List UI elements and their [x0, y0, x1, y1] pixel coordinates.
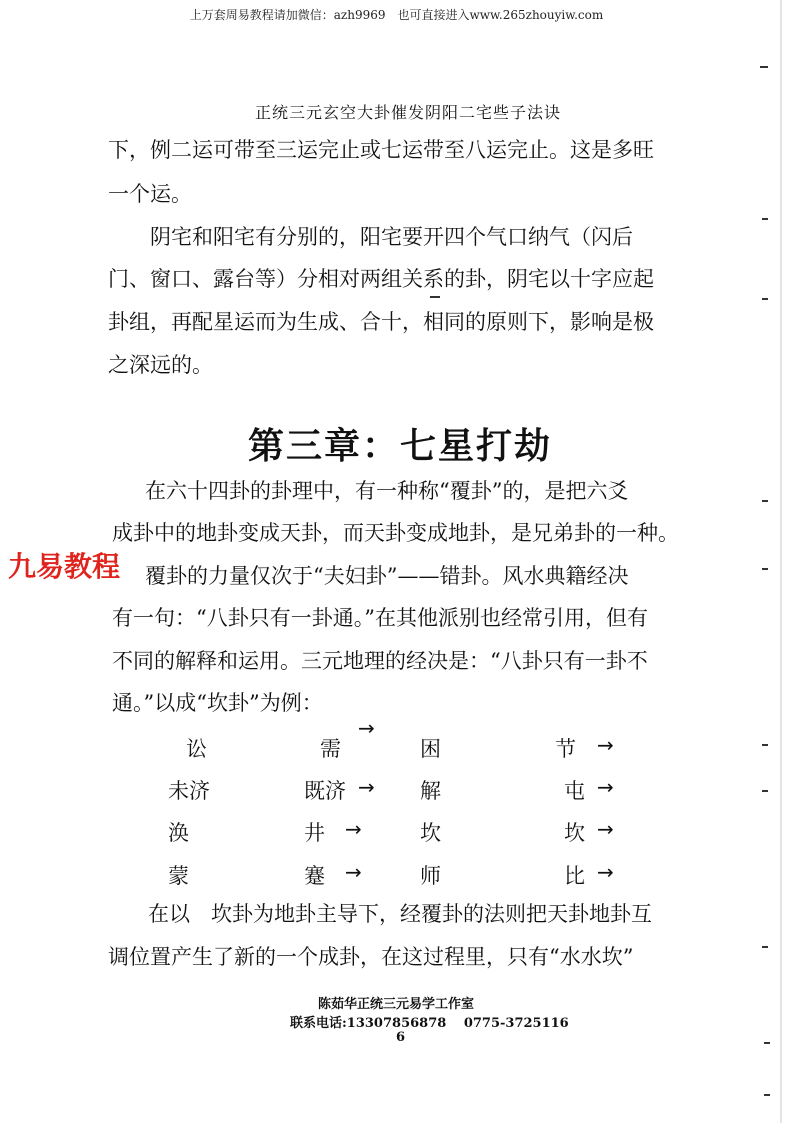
- arrow-icon: →: [597, 733, 614, 757]
- body-line: 下，例二运可带至三运完止或七运带至八运完止。这是多旺: [108, 138, 654, 162]
- scan-mark: [764, 1094, 770, 1096]
- arrow-icon: →: [358, 716, 375, 740]
- hexagram-cell: 未济: [168, 779, 210, 803]
- scan-edge-shadow: [780, 0, 782, 1123]
- footer-contact: 联系电话:13307856878 0775-3725116: [290, 1016, 569, 1031]
- hexagram-cell: 坎: [420, 821, 441, 845]
- scan-mark: [762, 218, 768, 220]
- hexagram-cell: 解: [420, 779, 441, 803]
- hexagram-cell: 困: [420, 737, 441, 761]
- hexagram-cell: 坎: [564, 821, 585, 845]
- body-line: 门、窗口、露台等）分相对两组关系的卦，阴宅以十字应起: [108, 267, 654, 291]
- footer-studio: 陈茹华正统三元易学工作室: [318, 997, 475, 1012]
- body-line: 有一句：“八卦只有一卦通。”在其他派别也经常引用，但有: [112, 606, 648, 630]
- arrow-icon: →: [597, 817, 614, 841]
- scan-mark: [764, 1042, 770, 1044]
- watermark-logo: 九易教程: [8, 550, 121, 583]
- hexagram-cell: 屯: [564, 779, 585, 803]
- hexagram-cell: 节: [555, 737, 576, 761]
- body-line: 一个运。: [108, 182, 192, 206]
- body-line: 在以 坎卦为地卦主导下，经覆卦的法则把天卦地卦互: [148, 902, 652, 926]
- body-line: 卦组，再配星运而为生成、合十，相同的原则下，影响是极: [108, 310, 654, 334]
- scan-mark: [430, 296, 440, 298]
- body-line: 之深远的。: [108, 353, 213, 377]
- arrow-icon: →: [345, 860, 362, 884]
- running-header: 正统三元玄空大卦催发阴阳二宅些子法诀: [255, 103, 562, 122]
- scan-mark: [762, 568, 768, 570]
- top-banner-text: 上万套周易教程请加微信：azh9969 也可直接进入www.265zhouyiw.com: [189, 8, 604, 22]
- page-number: 6: [396, 1030, 406, 1045]
- hexagram-cell: 蹇: [304, 864, 325, 888]
- scan-mark: [762, 500, 768, 502]
- chapter-title: 第三章：七星打劫: [248, 425, 553, 467]
- body-line: 调位置产生了新的一个成卦，在这过程里，只有“水水坎”: [108, 945, 634, 969]
- scan-mark: [760, 66, 768, 68]
- scan-mark: [762, 744, 768, 746]
- arrow-icon: →: [597, 775, 614, 799]
- hexagram-cell: 涣: [168, 821, 189, 845]
- body-line: 在六十四卦的卦理中，有一种称“覆卦”的，是把六爻: [145, 479, 629, 503]
- hexagram-cell: 比: [564, 864, 585, 888]
- scan-mark: [762, 946, 768, 948]
- arrow-icon: →: [358, 775, 375, 799]
- hexagram-cell: 蒙: [168, 864, 189, 888]
- scan-mark: [762, 790, 768, 792]
- hexagram-cell: 讼: [186, 737, 207, 761]
- body-line: 不同的解释和运用。三元地理的经决是：“八卦只有一卦不: [112, 649, 648, 673]
- arrow-icon: →: [345, 817, 362, 841]
- hexagram-cell: 井: [304, 821, 325, 845]
- body-line: 阴宅和阳宅有分别的，阳宅要开四个气口纳气（闪后: [150, 225, 633, 249]
- hexagram-cell: 师: [420, 864, 441, 888]
- body-line: 通。”以成“坎卦”为例：: [112, 691, 323, 715]
- hexagram-cell: 需: [320, 737, 341, 761]
- arrow-icon: →: [597, 860, 614, 884]
- hexagram-cell: 既济: [304, 779, 346, 803]
- body-line: 覆卦的力量仅次于“夫妇卦”——错卦。风水典籍经决: [145, 564, 629, 588]
- scan-mark: [762, 298, 768, 300]
- body-line: 成卦中的地卦变成天卦，而天卦变成地卦，是兄弟卦的一种。: [112, 521, 679, 545]
